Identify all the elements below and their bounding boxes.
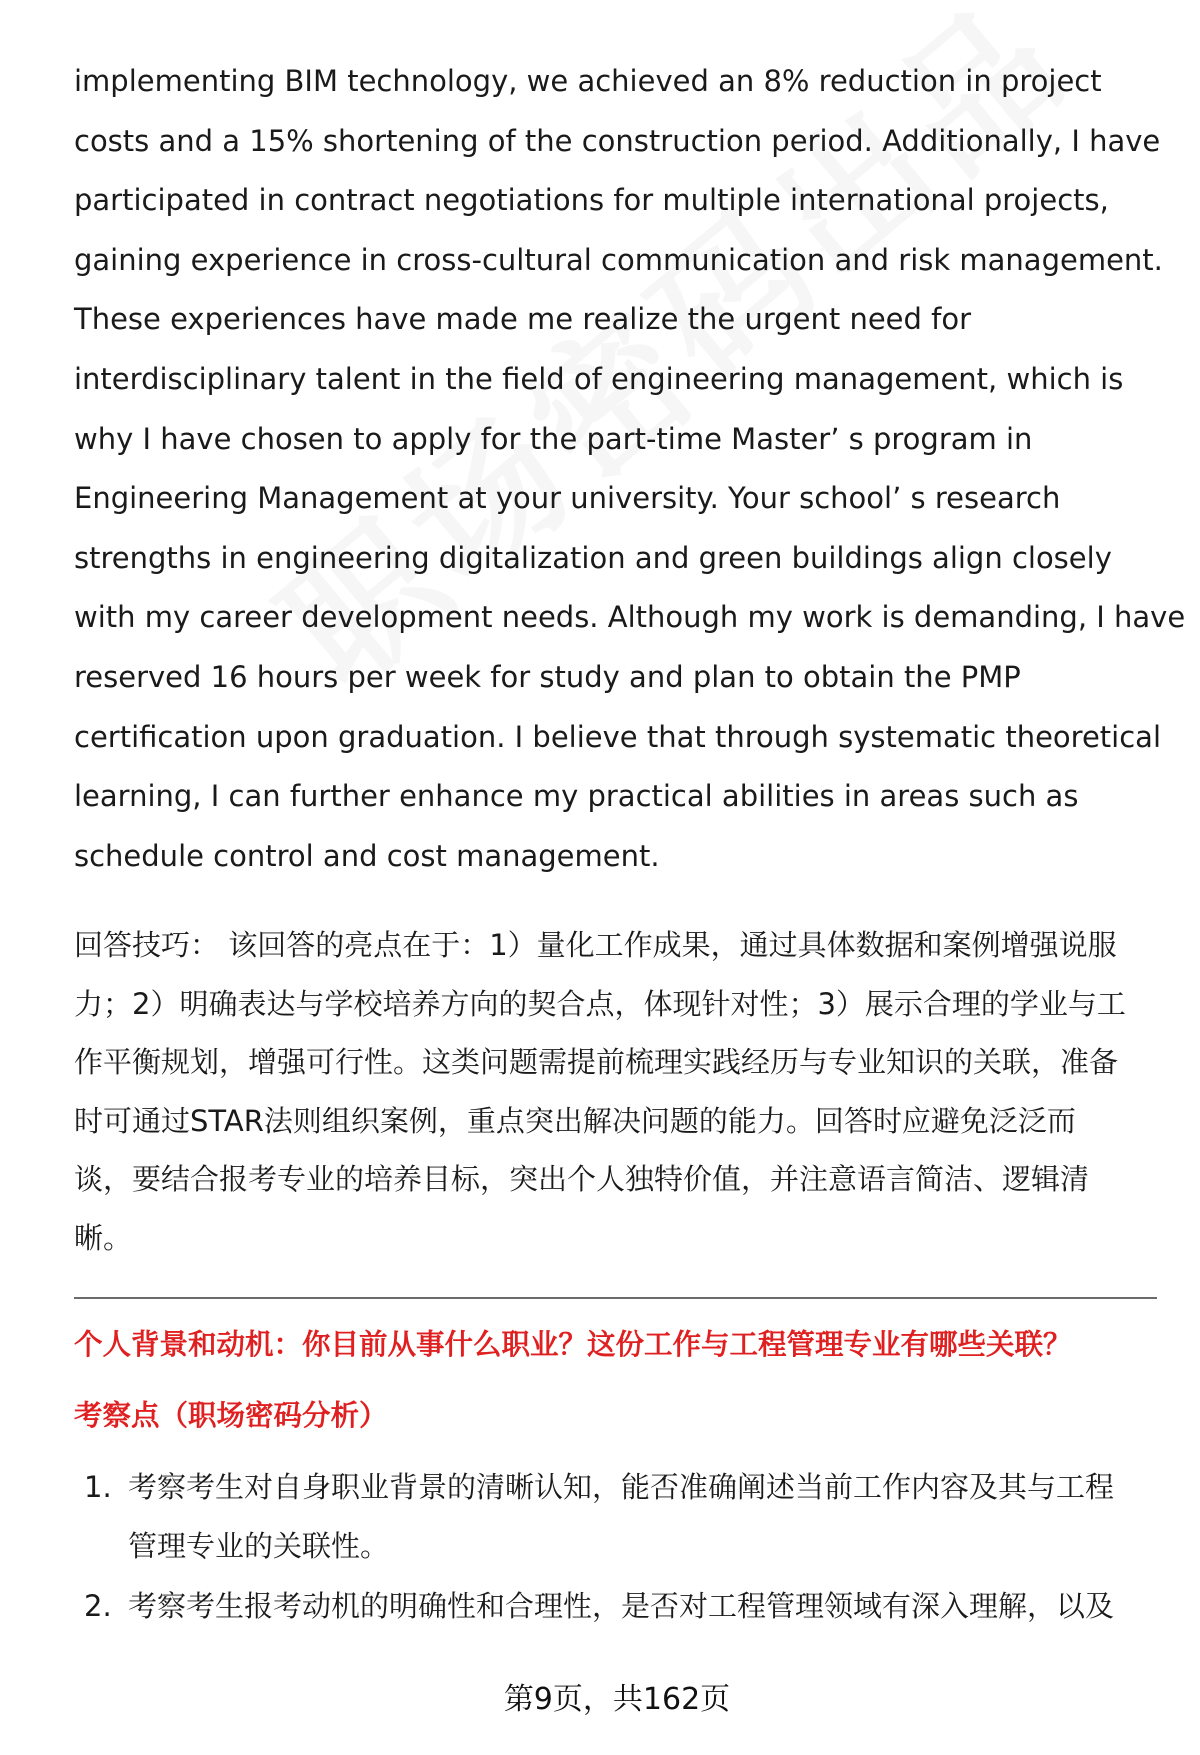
list-item <box>74 1577 1160 1636</box>
list-item-number: 2. <box>84 1589 112 1624</box>
section-divider <box>74 1297 1157 1299</box>
paragraph-line: costs and a 15% shortening of the construction period. Additionally, I have <box>74 123 1161 158</box>
tip-line: 作平衡规划，增强可行性。这类问题需提前梳理实践经历与专业知识的关联，准备 <box>74 1045 1119 1080</box>
paragraph-line: gaining experience in cross-cultural communication and risk management. <box>74 242 1163 277</box>
assessment-points-heading: 考察点（职场密码分析） <box>74 1399 388 1433</box>
assessment-points-list <box>74 1458 1160 1636</box>
tip-line: 晰。 <box>74 1220 133 1255</box>
tip-line: 力；2）明确表达与学校培养方向的契合点，体现针对性；3）展示合理的学业与工 <box>74 986 1126 1021</box>
document-page <box>74 52 1186 1638</box>
paragraph-line: certification upon graduation. I believe that through systematic theoretical <box>74 719 1162 754</box>
paragraph-line: with my career development needs. Although my work is demanding, I have <box>74 600 1186 635</box>
answer-tips <box>74 916 1160 1267</box>
paragraph-line: strengths in engineering digitalization and green buildings align closely <box>74 540 1112 575</box>
tip-line: 时可通过STAR法则组织案例，重点突出解决问题的能力。回答时应避免泛泛而 <box>74 1103 1076 1138</box>
paragraph-line: learning, I can further enhance my practical abilities in areas such as <box>74 779 1079 814</box>
paragraph-line: participated in contract negotiations for multiple international projects, <box>74 183 1109 218</box>
paragraph-line: why I have chosen to apply for the part-time Master’ s program in <box>74 421 1033 456</box>
paragraph-line: reserved 16 hours per week for study and plan to obtain the PMP <box>74 659 1021 694</box>
list-item-number: 1. <box>84 1470 112 1505</box>
question-title: 个人背景和动机：你目前从事什么职业？这份工作与工程管理专业有哪些关联？ <box>74 1328 1072 1362</box>
list-item-line: 管理专业的关联性。 <box>128 1528 390 1563</box>
list-item <box>74 1458 1160 1575</box>
list-item-line: 考察考生报考动机的明确性和合理性，是否对工程管理领域有深入理解，以及 <box>128 1589 1115 1624</box>
paragraph-line: These experiences have made me realize the urgent need for <box>74 302 972 337</box>
paragraph-line: implementing BIM technology, we achieved an 8% reduction in project <box>74 64 1102 98</box>
page-number-footer: 第9页，共162页 <box>503 1682 731 1717</box>
paragraph-line: interdisciplinary talent in the field of engineering management, which is <box>74 361 1124 396</box>
tip-line: 谈，要结合报考专业的培养目标，突出个人独特价值，并注意语言简洁、逻辑清 <box>74 1162 1090 1197</box>
paragraph-line: schedule control and cost management. <box>74 838 660 873</box>
list-item-line: 考察考生对自身职业背景的清晰认知，能否准确阐述当前工作内容及其与工程 <box>128 1470 1115 1505</box>
tip-line: 回答技巧： 该回答的亮点在于：1）量化工作成果，通过具体数据和案例增强说服 <box>74 928 1117 963</box>
paragraph-line: Engineering Management at your university. Your school’ s research <box>74 481 1061 516</box>
body-paragraph <box>74 52 1186 886</box>
